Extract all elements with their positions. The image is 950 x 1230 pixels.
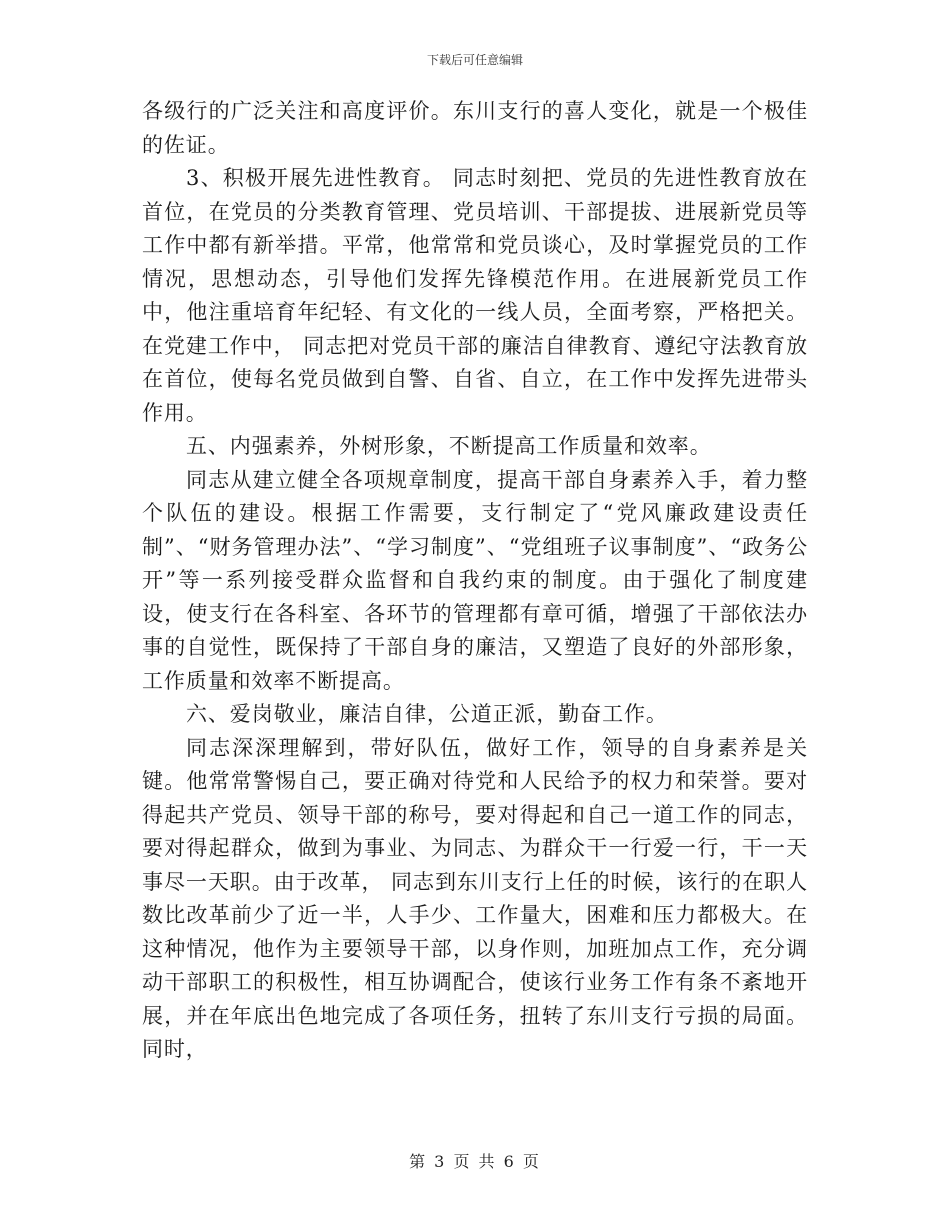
document-body (142, 95, 808, 1067)
paragraph-3: 同志从建立健全各项规章制度，提高干部自身素养入手，着力整个队伍的建设。根据工作需要，支行制定了“党风廉政建设责任制”、“财务管理办法”、“学习制度”、“党组班子议事制度”、“政务公开”等一系列接受群众监督和自我约束的制度。由于强化了制度建设，使支行在各科室、各环节的管理都有章可循，增强了干部依法办事的自觉性，既保持了干部自身的廉洁，又塑造了良好的外部形象，工作质量和效率不断提高。 (142, 467, 808, 693)
page-header-note: 下载后可任意编辑 (426, 53, 523, 67)
section-heading-6: 六、爱岗敬业，廉洁自律，公道正派，勤奋工作。 (186, 702, 668, 726)
paragraph-1: 各级行的广泛关注和高度评价。东川支行的喜人变化，就是一个极佳的佐证。 (142, 99, 808, 157)
section-heading-5: 五、内强素养，外树形象，不断提高工作质量和效率。 (186, 434, 712, 458)
page-number: 第 3 页 共 6 页 (409, 1152, 541, 1171)
paragraph-4: 同志深深理解到，带好队伍，做好工作，领导的自身素养是关键。他常常警惕自己，要正确对待党和人民给予的权力和荣誉。要对得起共产党员、领导干部的称号，要对得起和自己一道工作的同志，要对得起群众，做到为事业、为同志、为群众干一行爱一行，干一天事尽一天职。由于改革， 同志到东川支行上任的时候，该行的在职人数比改革前少了近一半，人手少、工作量大，困难和压力都极大。在这种情况，他作为主要领导干部，以身作则，加班加点工作，充分调动干部职工的积极性，相互协调配合，使该行业务工作有条不紊地开展，并在年底出色地完成了各项任务，扭转了东川支行亏损的局面。同时， (142, 735, 808, 1061)
paragraph-2: 3、积极开展先进性教育。 同志时刻把、党员的先进性教育放在首位，在党员的分类教育管理、党员培训、干部提拔、进展新党员等工作中都有新举措。平常，他常常和党员谈心，及时掌握党员的工作情况，思想动态，引导他们发挥先锋模范作用。在进展新党员工作中，他注重培育年纪轻、有文化的一线人员，全面考察，严格把关。在党建工作中， 同志把对党员干部的廉洁自律教育、遵纪守法教育放在首位，使每名党员做到自警、自省、自立，在工作中发挥先进带头作用。 (142, 166, 808, 425)
